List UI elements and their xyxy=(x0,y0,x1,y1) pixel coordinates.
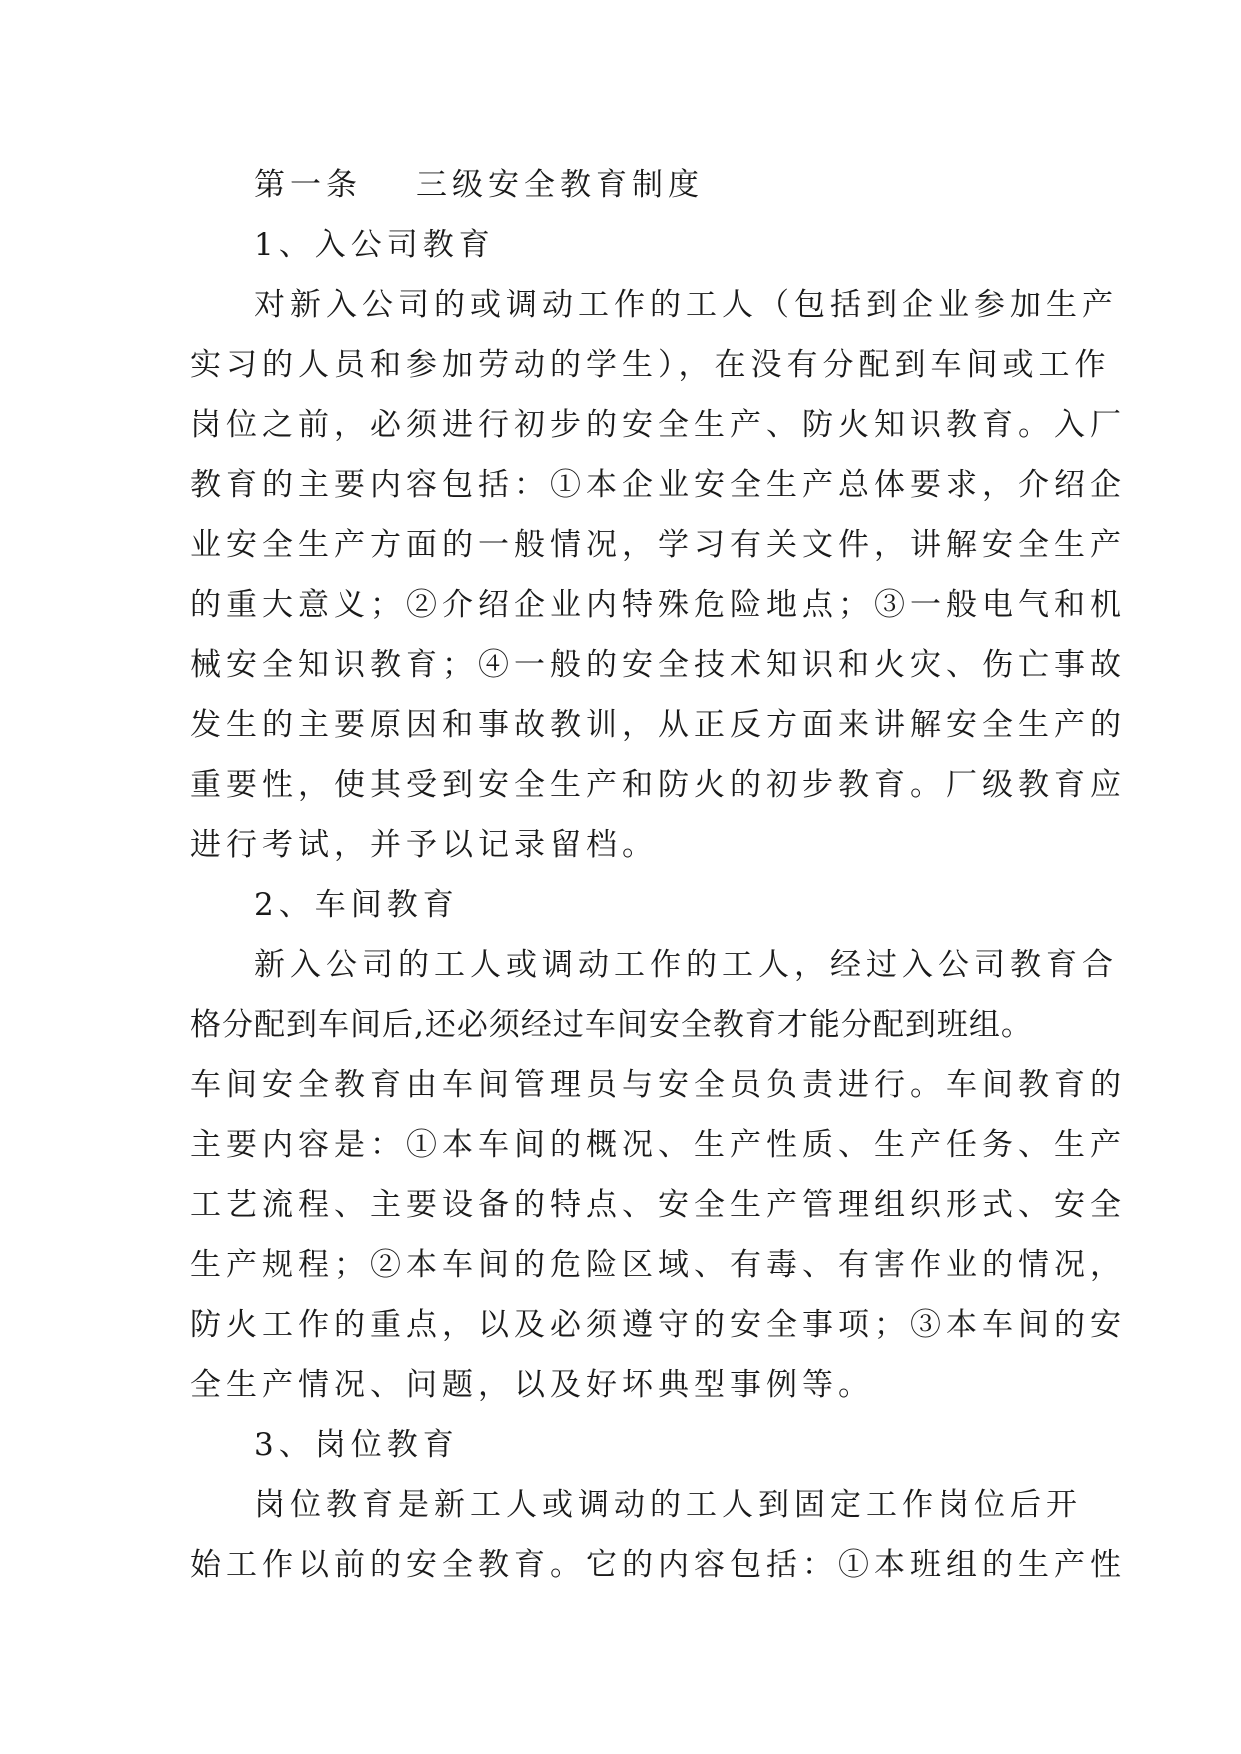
paragraph-line: 械安全知识教育；④一般的安全技术知识和火灾、伤亡事故 xyxy=(190,647,1126,683)
paragraph-line: 全生产情况、问题，以及好坏典型事例等。 xyxy=(190,1367,874,1403)
article-heading xyxy=(190,155,1050,215)
paragraph-line: 车间安全教育由车间管理员与安全员负责进行。车间教育的 xyxy=(190,1067,1126,1103)
section-heading-2: 2、车间教育 xyxy=(254,887,459,923)
paragraph-line: 岗位之前，必须进行初步的安全生产、防火知识教育。入厂 xyxy=(190,407,1126,443)
section-heading-3: 3、岗位教育 xyxy=(254,1427,459,1463)
paragraph-line: 生产规程；②本车间的危险区域、有毒、有害作业的情况， xyxy=(190,1247,1126,1283)
paragraph-line: 工艺流程、主要设备的特点、安全生产管理组织形式、安全 xyxy=(190,1187,1126,1223)
paragraph-line: 的重大意义；②介绍企业内特殊危险地点；③一般电气和机 xyxy=(190,587,1126,623)
paragraph-line: 主要内容是：①本车间的概况、生产性质、生产任务、生产 xyxy=(190,1127,1126,1163)
paragraph-line: 重要性，使其受到安全生产和防火的初步教育。厂级教育应 xyxy=(190,767,1126,803)
paragraph-line: 始工作以前的安全教育。它的内容包括：①本班组的生产性 xyxy=(190,1547,1126,1583)
paragraph-line: 格分配到车间后,还必须经过车间安全教育才能分配到班组。 xyxy=(190,1007,1033,1043)
article-number: 第一条 xyxy=(254,167,362,203)
section-heading-1: 1、入公司教育 xyxy=(254,227,495,263)
article-title: 三级安全教育制度 xyxy=(416,167,704,203)
paragraph-line: 业安全生产方面的一般情况，学习有关文件，讲解安全生产 xyxy=(190,527,1126,563)
paragraph-line: 进行考试，并予以记录留档。 xyxy=(190,827,658,863)
paragraph-line: 实习的人员和参加劳动的学生），在没有分配到车间或工作 xyxy=(190,347,1111,383)
document-body xyxy=(190,155,1126,1595)
paragraph-line: 新入公司的工人或调动工作的工人，经过入公司教育合 xyxy=(254,947,1118,983)
paragraph-line: 对新入公司的或调动工作的工人（包括到企业参加生产 xyxy=(254,287,1118,323)
paragraph-line: 防火工作的重点，以及必须遵守的安全事项；③本车间的安 xyxy=(190,1307,1126,1343)
paragraph-line: 发生的主要原因和事故教训，从正反方面来讲解安全生产的 xyxy=(190,707,1126,743)
paragraph-line: 岗位教育是新工人或调动的工人到固定工作岗位后开 xyxy=(254,1487,1082,1523)
paragraph-line: 教育的主要内容包括：①本企业安全生产总体要求，介绍企 xyxy=(190,467,1126,503)
